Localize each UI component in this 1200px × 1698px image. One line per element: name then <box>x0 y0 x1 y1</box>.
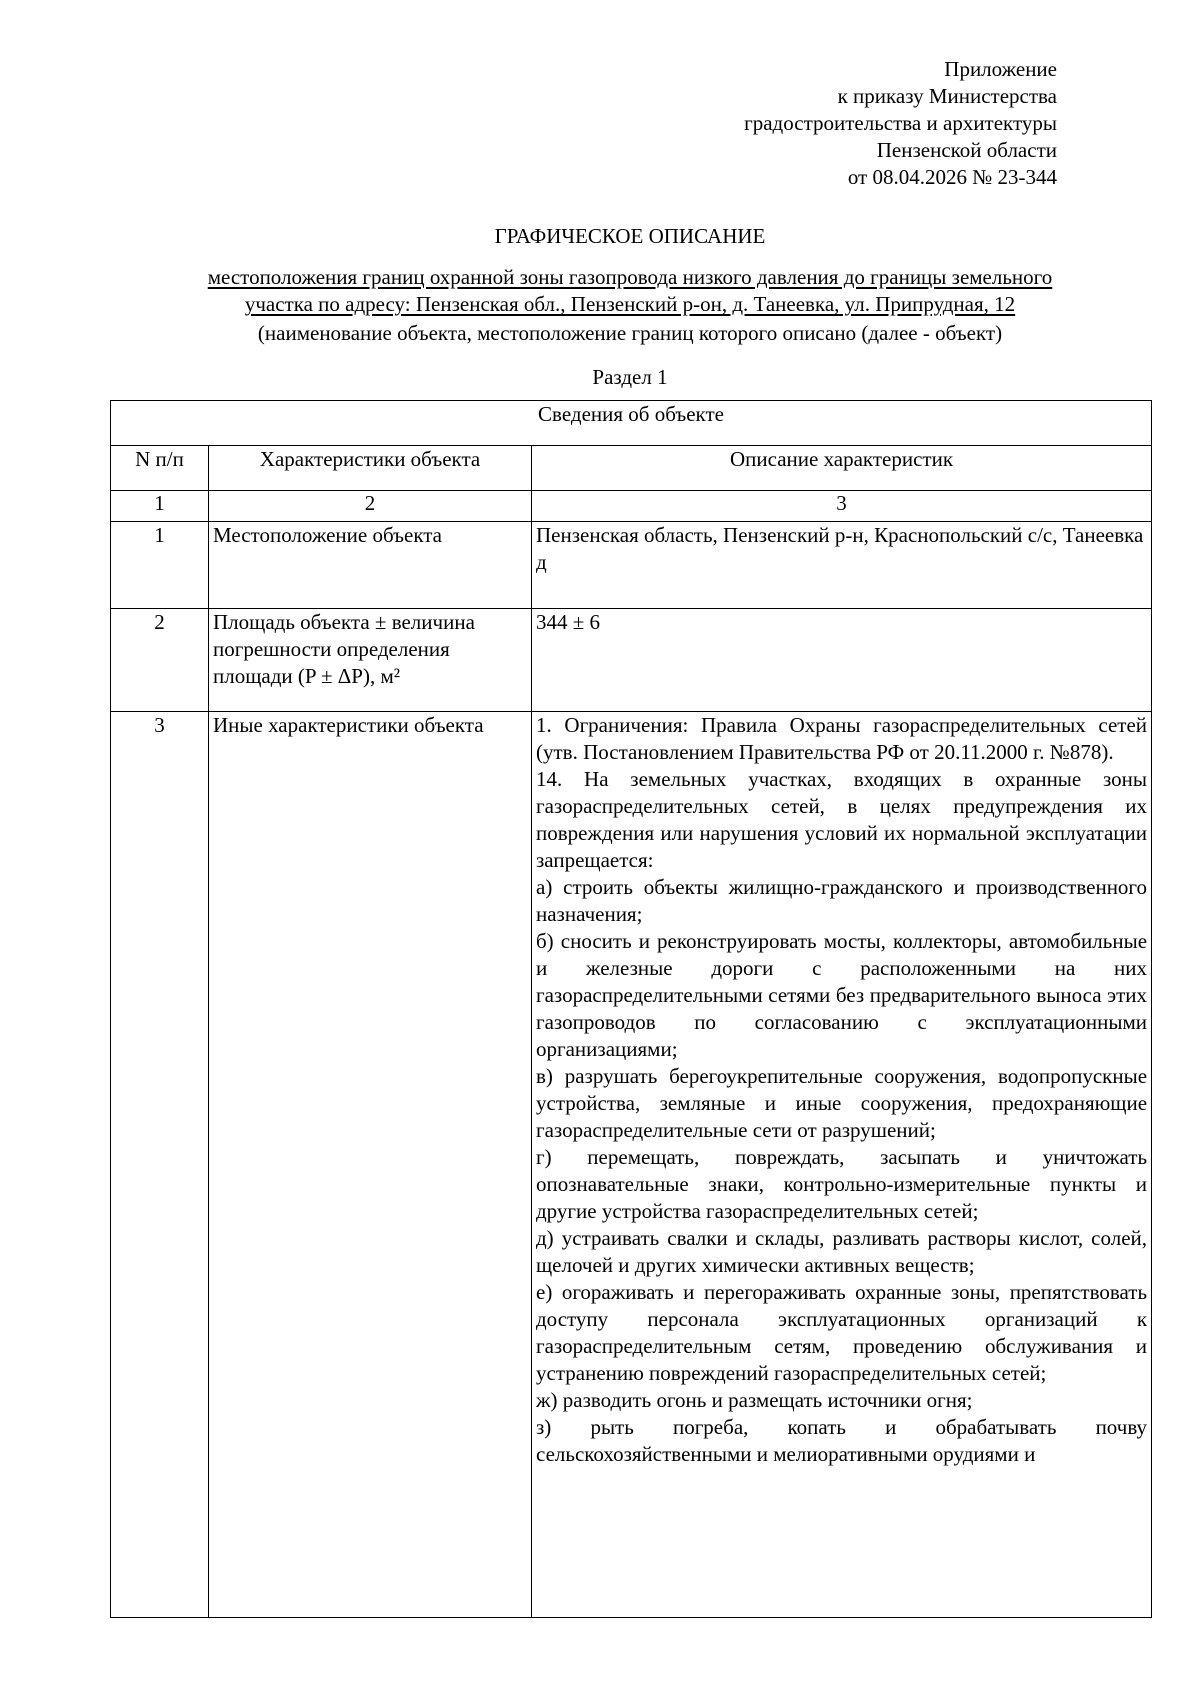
subject-note: (наименование объекта, местоположение границ которого описано (далее - объект) <box>257 321 1003 345</box>
object-subject <box>128 264 1132 318</box>
restriction-paragraph: 1. Ограничения: Правила Охраны газораспределительных сетей (утв. Постановлением Правительства РФ от 20.11.2000 г. №878). <box>536 713 1148 764</box>
restriction-paragraph: б) сносить и реконструировать мосты, коллекторы, автомобильные и железные дороги с расположенными на них газораспределительными сетями без предварительного выноса этих газопроводов по согласованию с эксплуатационными организациями; <box>536 929 1148 1061</box>
table-row <box>111 522 1152 609</box>
object-info-table <box>110 400 1152 1618</box>
table-title: Сведения об объекте <box>111 401 1152 446</box>
row-number: 1 <box>111 522 209 609</box>
restriction-paragraph: г) перемещать, повреждать, засыпать и уничтожать опознавательные знаки, контрольно-измерительные пункты и другие устройства газораспределительных сетей; <box>536 1145 1148 1223</box>
restriction-paragraph: д) устраивать свалки и склады, разливать растворы кислот, солей, щелочей и других химически активных веществ; <box>536 1226 1148 1277</box>
restriction-paragraph: а) строить объекты жилищно-гражданского и производственного назначения; <box>536 875 1148 926</box>
row-description: Пензенская область, Пензенский р-н, Краснопольский с/с, Танеевка д <box>532 522 1152 609</box>
table-row <box>111 609 1152 712</box>
column-number: 3 <box>532 491 1152 522</box>
table-row <box>111 712 1152 1618</box>
column-header: Описание характеристик <box>532 446 1152 491</box>
header-line: градостроительства и архитектуры <box>744 111 1057 135</box>
restriction-paragraph: 14. На земельных участках, входящих в охранные зоны газораспределительных сетей, в целях предупреждения их повреждения или нарушения условий их нормальной эксплуатации запрещается: <box>536 767 1148 872</box>
header-line: к приказу Министерства <box>837 84 1057 108</box>
restriction-paragraph: е) огораживать и перегораживать охранные зоны, препятствовать доступу персонала эксплуатационных организаций к газораспределительным сетям, проведению обслуживания и устранению повреждений газораспределительных сетей; <box>536 1280 1148 1385</box>
header-line: Приложение <box>944 57 1057 81</box>
row-number: 2 <box>111 609 209 712</box>
subject-line: местоположения границ охранной зоны газопровода низкого давления до границы земельного <box>207 265 1053 289</box>
column-number: 2 <box>209 491 532 522</box>
subject-line: участка по адресу: Пензенская обл., Пензенский р-он, д. Танеевка, ул. Припрудная, 12 <box>244 292 1016 316</box>
approval-header <box>744 56 1057 191</box>
row-characteristic: Местоположение объекта <box>209 522 532 609</box>
document-title: ГРАФИЧЕСКОЕ ОПИСАНИЕ <box>494 224 766 248</box>
row-characteristic: Площадь объекта ± величина погрешности определения площади (P ± ΔP), м² <box>209 609 532 712</box>
restriction-paragraph: ж) разводить огонь и размещать источники огня; <box>536 1388 973 1412</box>
row-characteristic: Иные характеристики объекта <box>209 712 532 1618</box>
row-description: 344 ± 6 <box>532 609 1152 712</box>
restriction-paragraph: з) рыть погреба, копать и обрабатывать почву сельскохозяйственными и мелиоративными орудиями и <box>536 1415 1148 1466</box>
row-number: 3 <box>111 712 209 1618</box>
header-date-number: от 08.04.2026 № 23-344 <box>847 165 1057 189</box>
restriction-paragraph: в) разрушать берегоукрепительные сооружения, водопропускные устройства, земляные и иные сооружения, предохраняющие газораспределительные сети от разрушений; <box>536 1064 1148 1142</box>
section-label: Раздел 1 <box>592 365 668 389</box>
column-header: Характеристики объекта <box>209 446 532 491</box>
column-header: N п/п <box>111 446 209 491</box>
row-description <box>532 712 1152 1618</box>
header-line: Пензенской области <box>876 138 1057 162</box>
column-number: 1 <box>111 491 209 522</box>
